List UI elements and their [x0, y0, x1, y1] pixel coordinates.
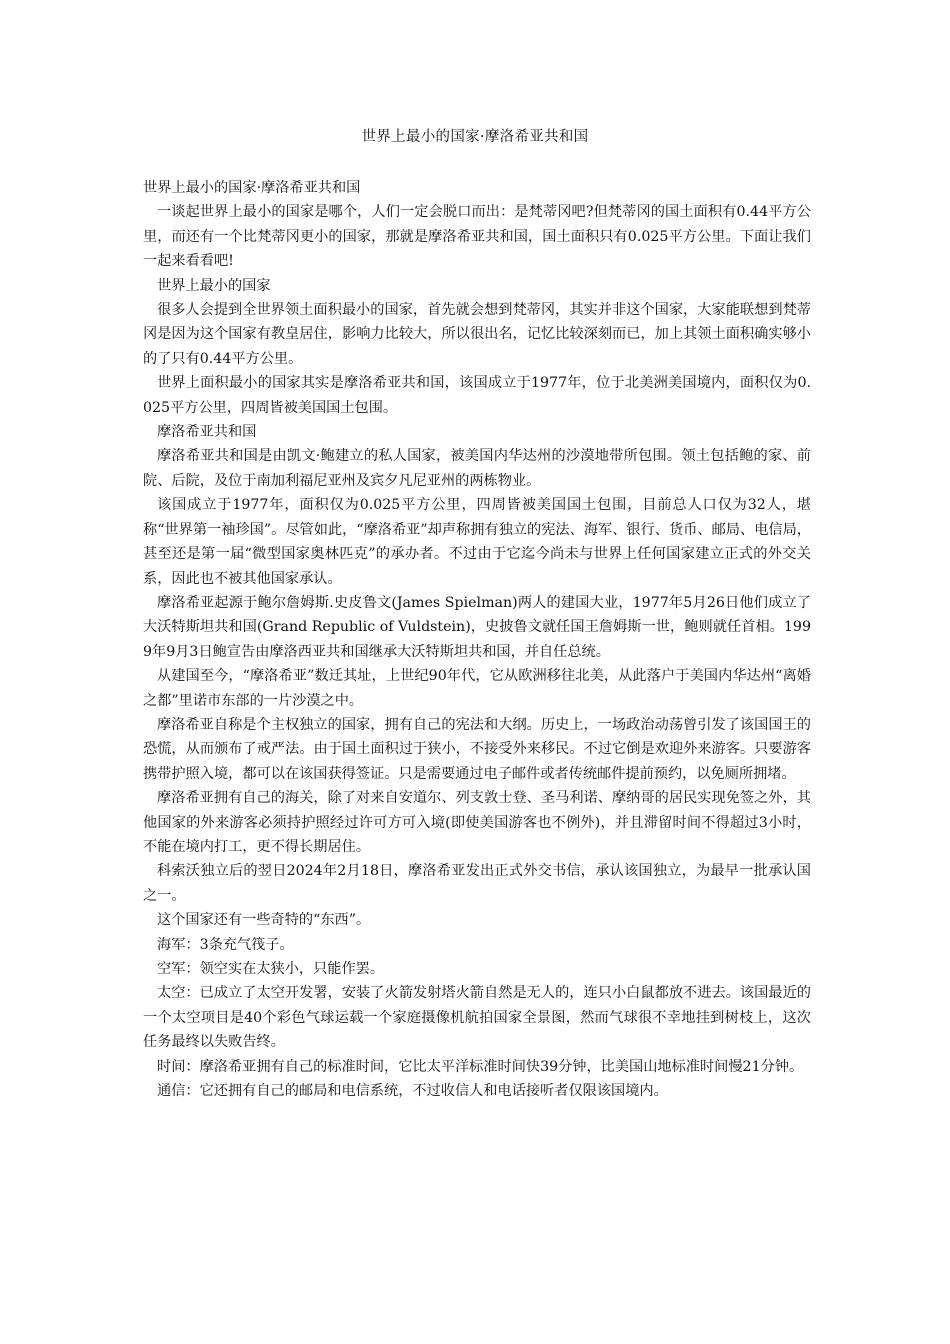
body-paragraph: 从建国至今，“摩洛希亚”数迁其址，上世纪90年代，它从欧洲移往北美，从此落户于美国内华达州“离婚之都”里诺市东部的一片沙漠之中。: [143, 668, 811, 709]
body-paragraph: 太空：已成立了太空开发署，安装了火箭发射塔火箭自然是无人的，连只小白鼠都放不进去。该国最近的一个太空项目是40个彩色气球运载一个家庭摄像机航拍国家全景图，然而气球很不幸地挂到树枝上，这次任务最终以失败告终。: [143, 985, 811, 1051]
body-paragraph: 这个国家还有一些奇特的“东西”。: [157, 912, 371, 929]
section-heading: 世界上最小的国家: [157, 277, 271, 294]
body-paragraph: 一谈起世界上最小的国家是哪个，人们一定会脱口而出：是梵蒂冈吧?但梵蒂冈的国土面积有0.44平方公里，而还有一个比梵蒂冈更小的国家，那就是摩洛希亚共和国，国土面积只有0.025平方公里。下面让我们一起来看看吧!: [143, 204, 811, 270]
body-paragraph: 摩洛希亚拥有自己的海关，除了对来自安道尔、列支敦士登、圣马利诺、摩纳哥的居民实现免签之外，其他国家的外来游客必须持护照经过许可方可入境(即使美国游客也不例外)，并且滞留时间不得超过3小时，不能在境内打工，更不得长期居住。: [143, 790, 811, 855]
section-heading: 摩洛希亚共和国: [157, 424, 257, 441]
section-heading: 世界上最小的国家·摩洛希亚共和国: [143, 180, 361, 196]
body-paragraph: 科索沃独立后的翌日2024年2月18日，摩洛希亚发出正式外交书信，承认该国独立，为最早一批承认国之一。: [143, 863, 811, 904]
body-paragraph: 摩洛希亚共和国是由凯文·鲍建立的私人国家，被美国内华达州的沙漠地带所包围。领土包括鲍的家、前院、后院，及位于南加利福尼亚州及宾夕凡尼亚州的两栋物业。: [143, 448, 811, 489]
body-paragraph: 很多人会提到全世界领土面积最小的国家，首先就会想到梵蒂冈，其实并非这个国家，大家能联想到梵蒂冈是因为这个国家有教皇居住，影响力比较大，所以很出名，记忆比较深刻而已，加上其领土面积确实够小的了只有0.44平方公里。: [143, 302, 811, 367]
body-paragraph: 海军：3条充气筏子。: [157, 936, 294, 953]
body-paragraph: 时间：摩洛希亚拥有自己的标准时间，它比太平洋标准时间快39分钟，比美国山地标准时间慢21分钟。: [157, 1058, 804, 1075]
body-paragraph: 摩洛希亚自称是个主权独立的国家，拥有自己的宪法和大纲。历史上，一场政治动荡曾引发了该国国王的恐慌，从而颁布了戒严法。由于国土面积过于狭小，不接受外来移民。不过它倒是欢迎外来游客。只要游客携带护照入境，都可以在该国获得签证。只是需要通过电子邮件或者传统邮件提前预约，以免厕所拥堵。: [143, 716, 811, 782]
body-paragraph: 世界上面积最小的国家其实是摩洛希亚共和国，该国成立于1977年，位于北美洲美国境内，面积仅为0.025平方公里，四周皆被美国国土包围。: [143, 375, 811, 416]
body-paragraph: 摩洛希亚起源于鲍尔詹姆斯.史皮鲁文(James Spielman)两人的建国大业，1977年5月26日他们成立了大沃特斯坦共和国(Grand Republic of Vuldstein)，史披鲁文就任国王詹姆斯一世，鲍则就任首相。1999年9月3日鲍宣告由摩洛西亚共和国继承大沃特斯坦共和国，并自任总统。: [143, 594, 811, 660]
document-body: [143, 176, 811, 1103]
body-paragraph: 该国成立于1977年，面积仅为0.025平方公里，四周皆被美国国土包围，目前总人口仅为32人，堪称“世界第一袖珍国”。尽管如此，“摩洛希亚”却声称拥有独立的宪法、海军、银行、货币、邮局、电信局，甚至还是第一届“微型国家奥林匹克”的承办者。不过由于它迄今尚未与世界上任何国家建立正式的外交关系，因此也不被其他国家承认。: [143, 497, 811, 587]
body-paragraph: 通信：它还拥有自己的邮局和电信系统，不过收信人和电话接听者仅限该国境内。: [157, 1083, 668, 1100]
document-title: 世界上最小的国家·摩洛希亚共和国: [361, 129, 589, 145]
body-paragraph: 空军：领空实在太狭小，只能作罢。: [157, 961, 385, 977]
